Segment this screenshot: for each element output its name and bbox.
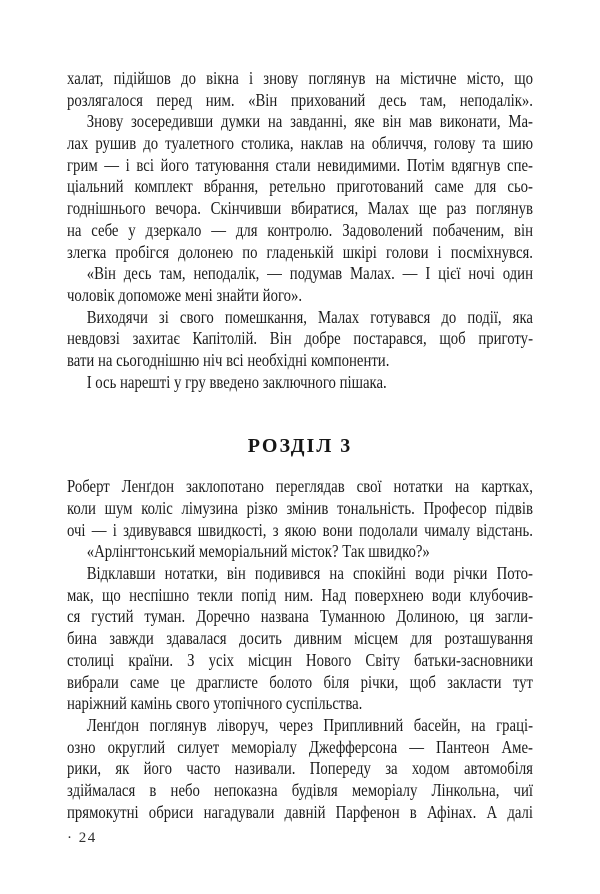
- text-line: наріжний камінь свого утопічного суспільства.: [67, 693, 363, 714]
- text-line: лах рушив до туалетного столика, наклав на обличчя, голову та шию: [67, 133, 533, 154]
- paragraph: [67, 111, 533, 263]
- chapter-heading: РОЗДІЛ 3: [247, 435, 353, 458]
- text-line: бина завжди здавалася досить дивним місцем для розташування: [67, 628, 533, 649]
- paragraph: [67, 307, 533, 372]
- paragraph: [67, 372, 533, 394]
- text-line: Ленґдон поглянув ліворуч, через Припливний басейн, на граці-: [86, 714, 533, 735]
- text-line: на себе у дзеркало — для контролю. Задоволений побаченим, він: [67, 219, 533, 240]
- text-line: «Він десь там, неподалік, — подумав Малах. — І цієї ночі один: [86, 263, 533, 284]
- text-line: Знову зосередивши думки на завданні, яке він мав виконати, Ма-: [86, 111, 533, 132]
- paragraph: [67, 263, 533, 306]
- text-line: вати на сьогоднішню ніч всі необхідні компоненти.: [67, 349, 390, 370]
- text-line: ся густий туман. Доречно названа Туманною Долиною, ця загли-: [67, 606, 533, 627]
- text-line: здіймалася в небо непоказна будівля меморіалу Лінкольна, чиї: [67, 779, 533, 800]
- text-line: невдовзі захитає Капітолій. Він добре постарався, щоб приготу-: [67, 328, 533, 349]
- text-line: чоловік допоможе мені знайти його».: [67, 284, 303, 305]
- text-line: розлягалося перед ним. «Він прихований десь там, неподалік».: [67, 89, 533, 110]
- text-line: мак, що неспішно текли попід ним. Над поверхнею води клубочив-: [67, 584, 533, 605]
- page-number: · 24: [67, 830, 97, 847]
- text-line: грим — і всі його татуювання стали невидимими. Потім вдягнув спе-: [67, 154, 533, 175]
- text-line: Відклавши нотатки, він подивився на спокійні води річки Пото-: [86, 563, 533, 584]
- chapter-3-opening-text: [67, 476, 533, 823]
- text-line: І ось нарешті у гру введено заключного пішака.: [86, 371, 387, 392]
- paragraph: [67, 476, 533, 541]
- text-line: озно округлий силует меморіалу Джефферсона — Пантеон Аме-: [67, 736, 533, 757]
- paragraph: [67, 541, 533, 563]
- paragraph: [67, 563, 533, 715]
- text-line: Виходячи зі свого помешкання, Малах готувався до події, яка: [86, 306, 533, 327]
- paragraph: [67, 68, 533, 111]
- text-line: вибрали саме це драглисте болото біля річки, щоб закласти тут: [67, 671, 533, 692]
- text-line: прямокутні обриси нагадували давній Парфенон в Афінах. А далі: [67, 801, 533, 822]
- text-line: Роберт Ленґдон заклопотано переглядав свої нотатки на картках,: [67, 476, 533, 497]
- text-line: злегка пробігся долонею по гладенькій шкірі голови і посміхнувся.: [67, 241, 533, 262]
- text-line: годнішнього вечора. Скінчивши вбиратися, Малах ще раз поглянув: [67, 198, 533, 219]
- chapter-2-ending-text: [67, 68, 533, 393]
- text-line: очі — і здивувався швидкості, з якою вони подолали чималу відстань.: [67, 519, 533, 540]
- text-line: ціальний комплект вбрання, ретельно приготований саме для сьо-: [67, 176, 533, 197]
- text-line: коли шум коліс лімузина різко змінив тональність. Професор підвів: [67, 498, 533, 518]
- text-line: «Арлінгтонський меморіальний місток? Так швидко?»: [86, 541, 430, 562]
- text-line: столиці країни. З усіх місцин Нового Світу батьки-засновники: [67, 649, 533, 670]
- text-line: рики, як його часто називали. Попереду за ходом автомобіля: [67, 758, 533, 779]
- text-line: халат, підійшов до вікна і знову поглянув на містичне місто, що: [67, 68, 533, 88]
- paragraph: [67, 715, 533, 823]
